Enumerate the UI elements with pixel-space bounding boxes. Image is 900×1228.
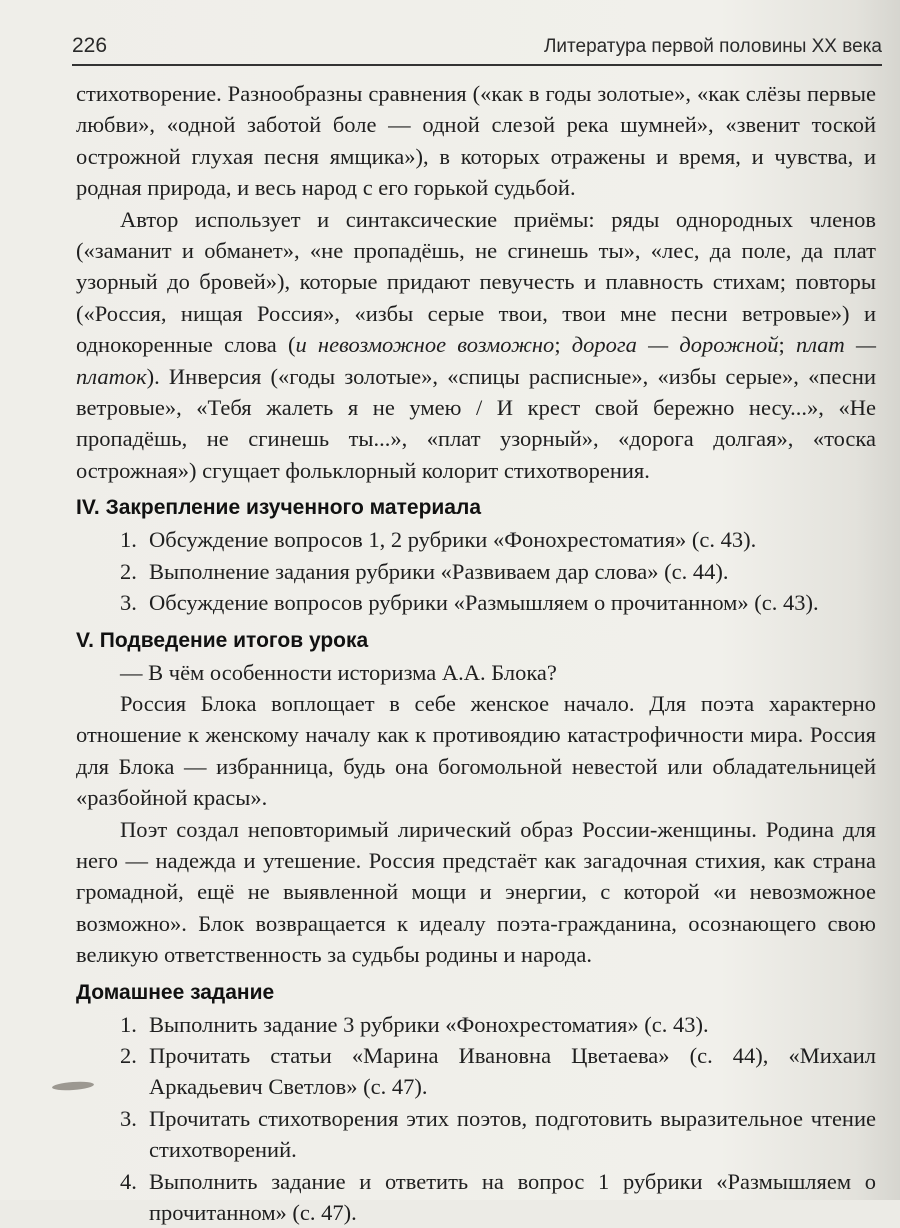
separator-2: ; [778,332,796,358]
page-content [76,78,876,1228]
syntax-text-1: Автор использует и синтаксические приёмы: ряды однородных членов («заманит и обманет», «не пропадёшь, не сгинешь ты», «лес, да поле, да плат узорный до бровей»), которые придают певучесть и плавность стихам; повторы («Россия, нищая Россия», «избы серые твои, твои мне песни ветровые») и однокоренные слова ( [76,206,876,358]
list-item-text: Выполнить задание и ответить на вопрос 1 рубрики «Размышляем о прочитанном» (с. 47). [149,1168,876,1225]
list-item-text: Прочитать стихотворения этих поэтов, подготовить выразительное чтение стихотворений. [149,1105,876,1163]
list-item [76,587,876,618]
list-item-text: Выполнить задание 3 рубрики «Фонохрестоматия» (с. 43). [149,1011,709,1037]
list-item-number: 1. [120,527,137,553]
syntax-paragraph [76,204,876,487]
page-header [72,34,882,66]
list-item-number: 2. [120,1042,137,1068]
list-item-number: 1. [120,1011,137,1037]
list-item-number: 2. [120,558,137,584]
list-item-text: Выполнение задания рубрики «Развиваем дар слова» (с. 44). [149,558,729,584]
example-italic-2: дорога — дорожной [571,332,779,358]
list-item [76,524,876,555]
example-italic-3: плат — платок [76,332,876,389]
summary-question: — В чём особенности историзма А.А. Блока? [120,659,557,685]
intro-paragraph: стихотворение. Разнообразны сравнения («как в годы золотые», «как слёзы первые любви», «одной заботой боле — одной слезой река шумней», «звенит тоской острожной глухая песня ямщика»), в которых отражены и время, и чувства, и родная природа, и весь народ с его горькой судьбой. [76,81,876,201]
page-number: 226 [72,34,108,57]
list-item-number: 4. [120,1168,137,1194]
list-item [76,1103,876,1166]
summary-paragraph-1: Россия Блока воплощает в себе женское начало. Для поэта характерно отношение к женскому началу как к противоядию катастрофичности мира. Россия для Блока — избранница, будь она богомольной невестой или обладательницей «разбойной красы». [76,690,876,811]
homework-list [76,1009,876,1228]
section-4-list [76,524,876,618]
list-item [76,1166,876,1228]
syntax-text-2: ). Инверсия («годы золотые», «спицы расписные», «избы серые», «песни ветровые», «Тебя жалеть я не умею / И крест свой бережно несу...», «Не пропадёшь, не сгинешь ты...», «плат узорный», «дорога долгая», «тоска острожная») сгущает фольклорный колорит стихотворения. [76,363,876,483]
list-item-text: Обсуждение вопросов 1, 2 рубрики «Фонохрестоматия» (с. 43). [149,527,757,553]
section-5-title: V. Подведение итогов урока [76,628,369,652]
list-item [76,1040,876,1103]
separator-1: ; [554,332,572,358]
example-italic-1: и невозможное возможно [295,332,555,358]
list-item-text: Прочитать статьи «Марина Ивановна Цветаева» (с. 44), «Михаил Аркадьевич Светлов» (с. 47). [149,1042,876,1100]
list-item-text: Обсуждение вопросов рубрики «Размышляем о прочитанном» (с. 43). [149,590,819,616]
homework-title: Домашнее задание [76,980,275,1004]
section-4-title: IV. Закрепление изученного материала [76,496,482,520]
summary-paragraph-2: Поэт создал неповторимый лирический образ России-женщины. Родина для него — надежда и утешение. Россия предстаёт как загадочная стихия, как страна громадной, ещё не выявленной мощи и энергии, с которой «и невозможное возможно». Блок возвращается к идеалу поэта-гражданина, осознающего свою великую ответственность за судьбы родины и народа. [76,816,876,968]
list-item-number: 3. [120,1105,137,1131]
list-item [76,556,876,587]
running-title: Литература первой половины XX века [543,36,882,57]
list-item-number: 3. [120,590,137,616]
list-item [76,1009,876,1040]
